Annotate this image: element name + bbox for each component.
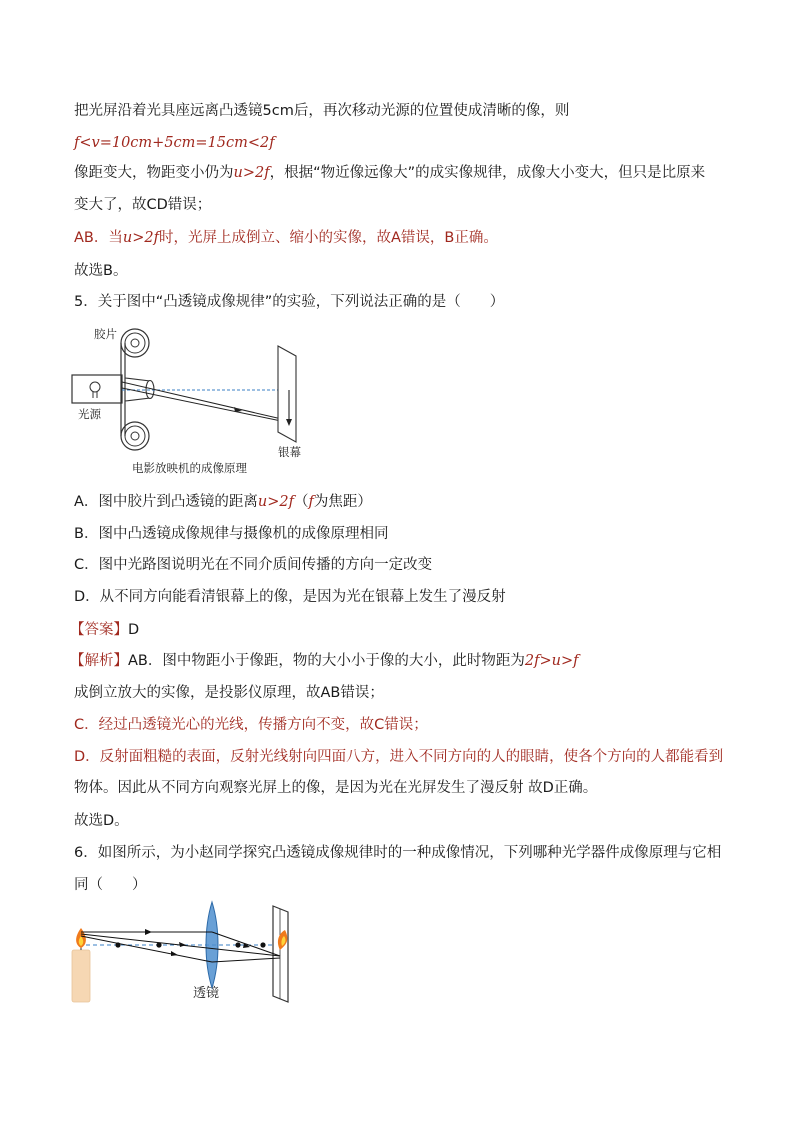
math-range: 2f>u>f (524, 653, 579, 669)
text: 为焦距） (313, 494, 372, 510)
focus-point (235, 942, 240, 947)
math-f: f (308, 494, 314, 510)
q5-analysis-line-4: D．反射面粗糙的表面，反射光线射向四面八方，进入不同方向的人的眼睛，使各个方向的人都能看到 (74, 749, 724, 765)
text: AB．当 (74, 230, 123, 246)
math-u-gt-2f: u>2f (122, 230, 159, 246)
q5-analysis-line-2: 成倒立放大的实像，是投影仪原理，故AB错误； (74, 685, 384, 701)
lens-imaging-diagram (66, 898, 316, 1008)
solution-line-4: 变大了，故CD错误； (74, 197, 212, 213)
flame-icon (76, 928, 86, 948)
q5-option-c: C．图中光路图说明光在不同介质间传播的方向一定改变 (74, 557, 433, 573)
math-inequality: f<v=10cm+5cm=15cm<2f (74, 135, 275, 151)
solution-line-5 (74, 228, 498, 248)
math-u-gt-2f: u>2f (257, 494, 295, 510)
focus-point (260, 942, 265, 947)
solution-line-3 (74, 163, 705, 183)
q5-option-b: B．图中凸透镜成像规律与摄像机的成像原理相同 (74, 526, 389, 542)
math-u-gt-2f: u>2f (233, 165, 270, 181)
source-label: 光源 (78, 407, 101, 421)
light-source-box (72, 375, 122, 403)
q5-answer (70, 620, 139, 640)
convex-lens (206, 902, 218, 988)
film-label: 胶片 (94, 327, 117, 341)
q5-option-a (74, 492, 372, 512)
q5-option-d: D．从不同方向能看清银幕上的像，是因为光在银幕上发生了漫反射 (74, 589, 506, 605)
text: AB．图中物距小于像距，物的大小小于像的大小，此时物距为 (128, 653, 525, 669)
light-ray (81, 936, 212, 962)
q5-conclusion: 故选D。 (74, 813, 129, 829)
text: （ (294, 494, 309, 510)
q5-analysis-line-1 (70, 651, 578, 671)
analysis-tag: 【解析】 (70, 653, 128, 669)
projector-diagram (70, 318, 310, 478)
screen (278, 346, 296, 442)
light-ray (122, 382, 286, 420)
figure-caption: 电影放映机的成像原理 (132, 461, 247, 475)
arrow-icon (145, 929, 152, 935)
q6-stem-line-2: 同（ ） (74, 877, 147, 893)
text: A．图中胶片到凸透镜的距离 (74, 494, 258, 510)
text: 像距变大，物距变小仍为 (74, 165, 234, 181)
screen-label: 银幕 (278, 445, 301, 459)
light-ray (122, 388, 286, 422)
q5-analysis-line-3: C．经过凸透镜光心的光线，传播方向不变，故C错误； (74, 717, 428, 733)
text: ，根据“物近像远像大”的成实像规律，成像大小变大，但只是比原来 (269, 165, 706, 181)
solution-line-1: 把光屏沿着光具座远离凸透镜5cm后，再次移动光源的位置使成清晰的像，则 (74, 103, 570, 119)
q5-stem: 5．关于图中“凸透镜成像规律”的实验，下列说法正确的是（ ） (74, 294, 505, 310)
q5-analysis-line-5: 物体。因此从不同方向观察光屏上的像，是因为光在光屏发生了漫反射 故D正确。 (74, 780, 598, 796)
candle-icon (72, 942, 90, 1002)
q6-stem-line-1: 6．如图所示，为小赵同学探究凸透镜成像规律时的一种成像情况，下列哪种光学器件成像原理与它相 (74, 845, 722, 861)
answer-tag: 【答案】 (70, 622, 128, 638)
lens-label: 透镜 (193, 986, 220, 1001)
solution-line-2 (74, 133, 275, 153)
bulb-icon (90, 382, 100, 392)
answer-value: D (128, 622, 140, 638)
text: 时，光屏上成倒立、缩小的实像，故A错误，B正确。 (158, 230, 498, 246)
solution-conclusion: 故选B。 (74, 263, 128, 279)
